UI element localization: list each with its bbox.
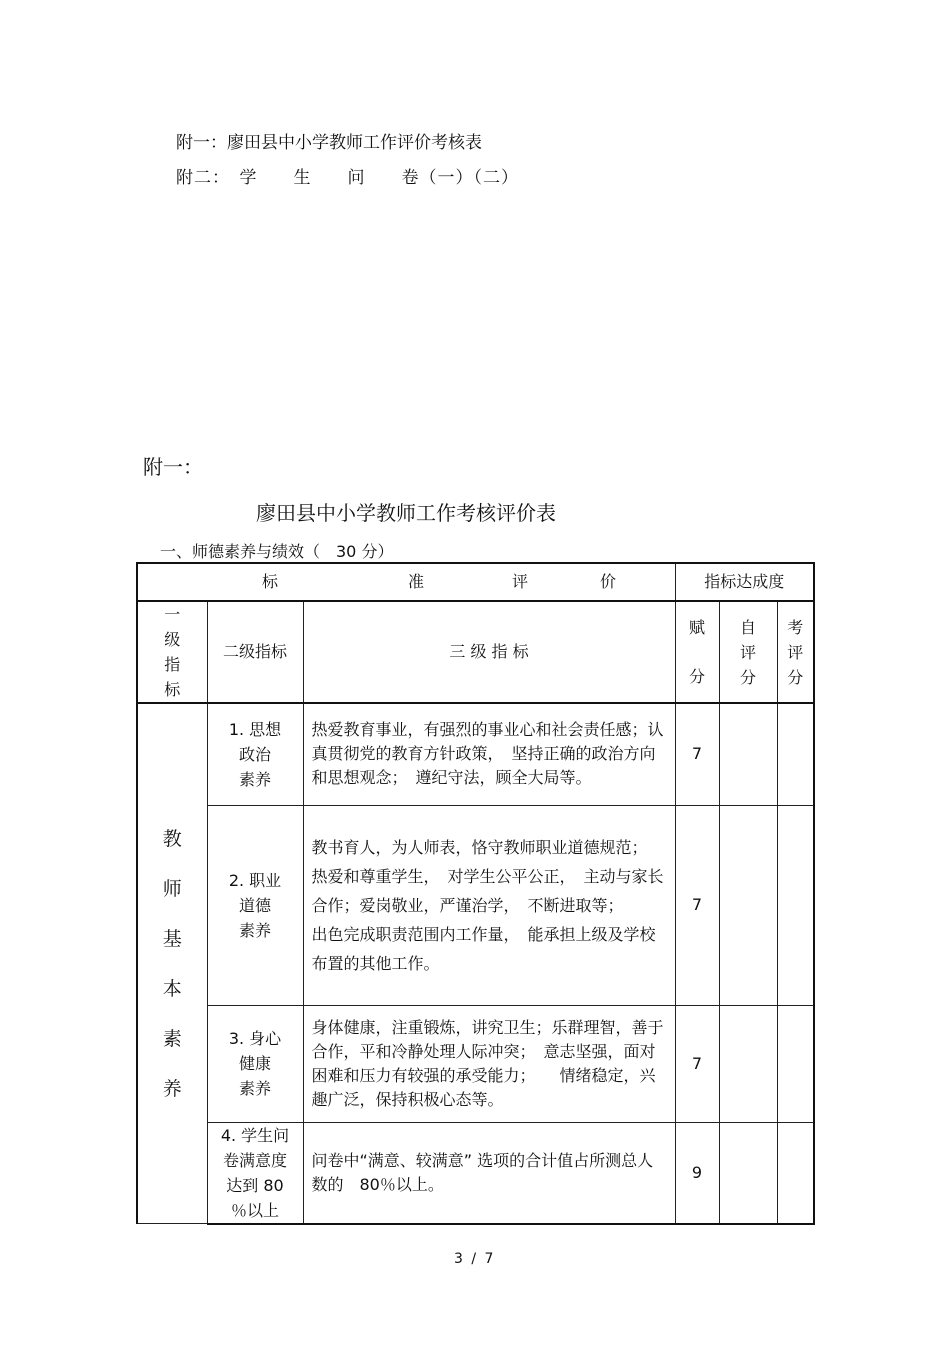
level1-name-char: 基 [162, 927, 182, 950]
achievement-header: 指标达成度 [675, 563, 814, 601]
table-row [137, 1122, 814, 1224]
assigned-score: 9 [675, 1122, 719, 1224]
level1-header-char: 级 [164, 630, 181, 649]
self-header-char: 评 [739, 642, 756, 662]
table-row [137, 805, 814, 1005]
header-char-4: 价 [600, 572, 617, 591]
review-header-char: 评 [787, 642, 804, 662]
self-score-cell[interactable] [719, 703, 777, 805]
description-paragraph: 问卷中“满意、较满意” 选项的合计值占所测总人数的 80％以上。 [311, 1150, 654, 1194]
review-header-char: 分 [787, 667, 804, 687]
level1-name-char: 教 [162, 827, 182, 850]
assigned-score: 7 [675, 1005, 719, 1122]
level1-name-char: 素 [162, 1027, 182, 1050]
level2-name-line: 政治 [238, 744, 271, 764]
section-heading: 一、师德素养与绩效（ 30 分） [160, 542, 394, 561]
self-score-cell[interactable] [719, 1122, 777, 1224]
level3-description [303, 1122, 675, 1224]
assigned-header-char: 分 [688, 667, 705, 686]
review-score-cell[interactable] [777, 1122, 814, 1224]
level1-name [137, 703, 207, 1224]
evaluation-table [136, 562, 815, 1225]
level2-name-line: 素养 [238, 1079, 271, 1098]
table-row [137, 1005, 814, 1122]
attachment-line-2: 附二： 学 生 问 卷（一）（二） [176, 168, 519, 188]
review-score-cell[interactable] [777, 1005, 814, 1122]
description-paragraph: 出色完成职责范围内工作量， 能承担上级及学校布置的其他工作。 [311, 924, 656, 973]
level2-name-line: 达到 80 [226, 1175, 284, 1195]
level2-name-line: 4. 学生问 [220, 1125, 290, 1145]
level2-name-line: 2. 职业 [228, 870, 282, 890]
level2-name-line: 1. 思想 [228, 719, 282, 739]
review-header-char: 考 [787, 617, 804, 637]
standard-evaluation-header [137, 563, 675, 601]
table-title: 廖田县中小学教师工作考核评价表 [256, 501, 556, 525]
review-score-cell[interactable] [777, 703, 814, 805]
description-paragraph: 热爱教育事业，有强烈的事业心和社会责任感；认真贯彻党的教育方针政策， 坚持正确的政治方向和思想观念； 遵纪守法，顾全大局等。 [311, 720, 664, 788]
level1-name-char: 本 [162, 977, 182, 1000]
level2-name-line: 健康 [238, 1054, 271, 1073]
assigned-score: 7 [675, 805, 719, 1005]
level1-name-char: 养 [162, 1077, 182, 1100]
assigned-score-header [675, 601, 719, 703]
level2-name [207, 1005, 303, 1122]
attachment-line-1: 附一：廖田县中小学教师工作评价考核表 [176, 133, 482, 153]
assigned-header-char: 赋 [688, 618, 705, 637]
self-score-header [719, 601, 777, 703]
review-score-cell[interactable] [777, 805, 814, 1005]
level2-name-line: 卷满意度 [222, 1150, 287, 1170]
table-row [137, 703, 814, 805]
level2-header: 二级指标 [207, 601, 303, 703]
attachment-label: 附一： [143, 455, 203, 479]
level2-name-line: 素养 [238, 920, 271, 940]
self-header-char: 自 [739, 617, 756, 637]
level2-name [207, 703, 303, 805]
header-char-2: 准 [408, 572, 425, 591]
level2-name [207, 1122, 303, 1224]
self-score-cell[interactable] [719, 1005, 777, 1122]
level1-header-char: 指 [164, 655, 181, 674]
level2-name-line: ％以上 [230, 1200, 279, 1220]
description-paragraph: 身体健康，注重锻炼，讲究卫生；乐群理智，善于合作，平和冷静处理人际冲突； 意志坚强，面对困难和压力有较强的承受能力； 情绪稳定，兴趣广泛，保持积极心态等。 [311, 1017, 664, 1109]
level1-header-char: 一 [164, 605, 181, 624]
level3-description [303, 805, 675, 1005]
level3-description [303, 1005, 675, 1122]
level1-header [137, 601, 207, 703]
review-score-header [777, 601, 814, 703]
level2-name [207, 805, 303, 1005]
self-score-cell[interactable] [719, 805, 777, 1005]
self-header-char: 分 [739, 667, 756, 687]
header-char-3: 评 [512, 572, 529, 591]
level2-name-line: 3. 身心 [228, 1029, 282, 1048]
description-paragraph: 热爱和尊重学生， 对学生公平公正， 主动与家长合作；爱岗敬业，严谨治学， 不断进取等； [311, 866, 664, 915]
level3-description [303, 703, 675, 805]
assigned-score: 7 [675, 703, 719, 805]
level2-name-line: 道德 [238, 895, 271, 915]
level3-header: 三 级 指 标 [303, 601, 675, 703]
level1-header-char: 标 [164, 680, 181, 699]
level2-name-line: 素养 [238, 769, 271, 789]
level1-name-char: 师 [162, 877, 182, 900]
description-paragraph: 教书育人，为人师表，恪守教师职业道德规范； [311, 837, 648, 857]
page-number: 3 / 7 [454, 1251, 496, 1267]
header-char-1: 标 [262, 572, 279, 591]
